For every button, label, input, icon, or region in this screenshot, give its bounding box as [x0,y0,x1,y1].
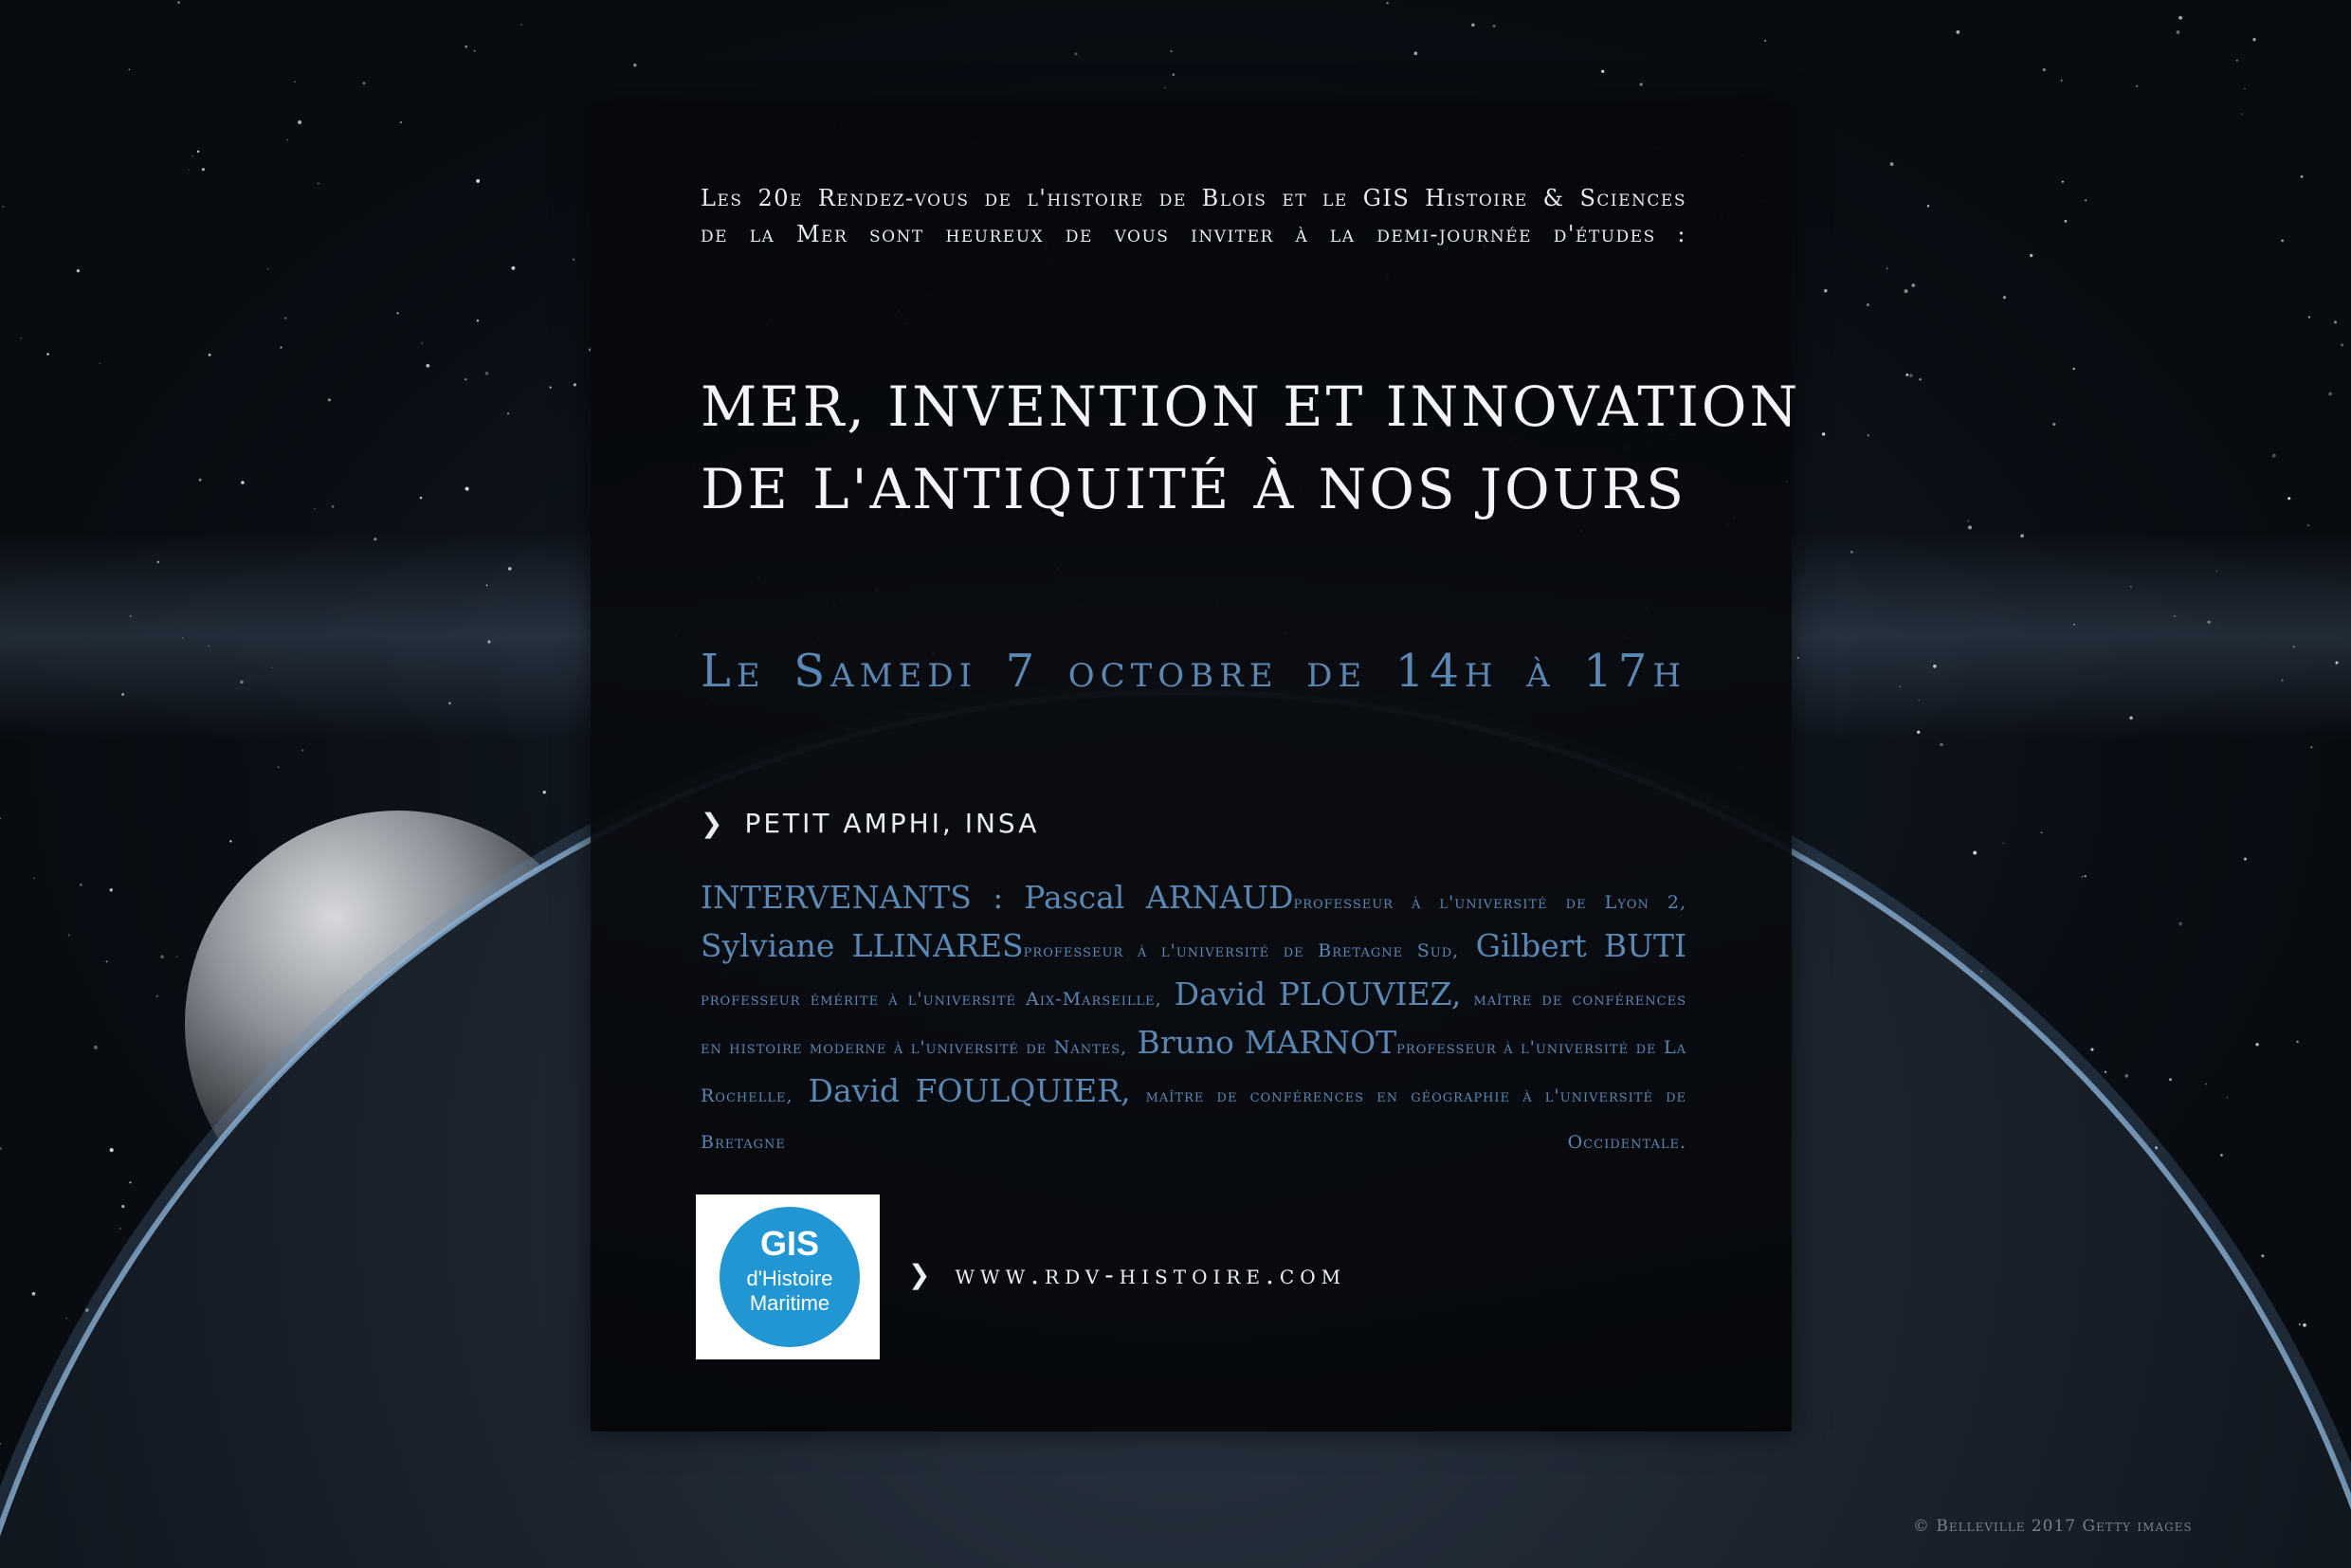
event-date: Le Samedi 7 octobre de 14h à 17h [701,645,1686,698]
star [2052,423,2055,426]
speaker-name: David PLOUVIEZ, [1174,975,1462,1012]
star [278,767,279,768]
star [1957,30,1960,34]
star [1386,2,1388,4]
intro-text [701,180,1686,252]
event-title-line-1: MER, INVENTION ET INNOVATION [701,374,1801,439]
star [2299,1323,2301,1325]
star [177,1,180,4]
star [1940,743,1943,747]
star [121,693,124,696]
star [2272,454,2276,458]
star [1164,87,1165,88]
star [485,372,488,374]
star [2177,30,2180,34]
star [2281,239,2284,242]
star [182,637,184,639]
star [241,481,245,484]
logo-line-1: GIS [759,1224,820,1263]
star [465,487,469,491]
star [1601,70,1604,73]
star [314,508,315,509]
chevron-right-icon: ❯ [701,808,726,839]
star [550,386,552,388]
star [487,640,490,643]
star [2244,858,2247,861]
star [2130,586,2132,588]
star [1173,74,1176,77]
star [199,479,202,482]
venue [701,808,1039,839]
star [476,179,480,183]
gis-logo [696,1194,880,1359]
chevron-right-icon: ❯ [908,1259,937,1290]
star [2085,875,2087,877]
star [363,82,366,85]
star [2308,317,2310,319]
star [68,934,70,936]
star [1171,50,1173,52]
star [574,383,576,386]
star [130,615,131,616]
star [1867,303,1869,306]
star [633,64,637,67]
logo-line-3: Maritime [749,1291,830,1315]
star [271,667,272,668]
event-title-line-2: DE L'ANTIQUITÉ À NOS JOURS [701,457,1686,521]
star [2281,679,2283,681]
star [2334,320,2337,323]
speaker-role: professeur à l'université de Lyon 2, [1293,892,1686,913]
star [1493,25,1496,27]
star [2178,922,2182,926]
speaker-name: Pascal ARNAUD [1024,879,1294,916]
star [2105,1071,2106,1073]
star [1904,289,1908,293]
star [129,1181,131,1183]
star [421,342,423,344]
star [2,206,4,208]
star [1413,52,1417,56]
gis-logo-badge [696,1194,880,1359]
star [2301,175,2304,178]
star [1911,283,1915,287]
star [2205,1084,2207,1085]
star [520,24,521,25]
star [397,312,399,314]
star [2261,1254,2264,1257]
star [2328,392,2332,396]
star [2287,497,2290,500]
intro-line-2: de la Mer sont heureux de vous inviter à la demi-journée d'études : [701,221,1686,247]
star [2178,16,2182,20]
star [1640,83,1643,86]
star [2307,524,2309,526]
invitation-panel [591,104,1801,1431]
website-link[interactable] [908,1259,1346,1290]
speaker-name: Bruno MARNOT [1137,1024,1397,1061]
star [2124,1074,2128,1078]
star [1919,700,1921,702]
star [46,353,48,355]
star [176,956,178,957]
star [1471,24,1474,27]
star [465,46,467,48]
star [1919,378,1921,380]
star [1074,52,1077,55]
star [110,1148,114,1152]
star [160,955,164,958]
star [1822,432,1825,435]
star [465,378,466,380]
star [229,840,231,842]
star [2082,876,2084,878]
star [33,878,34,879]
star [374,538,376,540]
logo-line-2: d'Histoire [746,1267,833,1290]
star [2136,85,2138,87]
star [448,702,451,704]
star [188,169,189,170]
star [2062,181,2064,183]
star [1797,657,1799,659]
star [328,398,331,401]
star [129,69,130,70]
speaker-name: David FOULQUIER, [808,1072,1131,1109]
star [80,884,82,886]
star [426,364,429,368]
star [2169,1078,2172,1081]
star [2043,68,2046,71]
star [2085,199,2087,201]
star [119,1228,121,1230]
star [32,1292,36,1296]
star [191,155,192,156]
star [2065,220,2068,223]
star [197,151,199,153]
star [280,346,282,348]
star [1927,205,1930,208]
star [2241,113,2243,115]
star [332,505,335,508]
star [2244,88,2245,89]
venue-text: PETIT AMPHI, INSA [744,808,1040,839]
star [1933,665,1937,668]
star [2061,80,2063,82]
speaker-role: professeur à l'université de Bretagne Sud, [1023,940,1460,961]
star [573,259,574,261]
star [318,182,319,184]
star [1868,434,1869,436]
star [100,363,101,365]
star [1967,520,1969,522]
star [1886,267,1887,268]
star [157,561,160,564]
star [1905,374,1908,376]
star [301,749,304,752]
star [2335,661,2338,664]
star [2252,38,2255,41]
star [507,412,509,414]
star [2073,624,2075,626]
star [1900,686,1901,687]
star [508,567,512,571]
star [1850,551,1853,554]
star [1890,162,1894,166]
star [240,681,243,684]
star [94,1046,98,1049]
star [1764,40,1766,42]
star [2310,746,2312,748]
speaker-role: maître de conférences en géographie à l'université de Bretagne Occidentale. [701,1085,1687,1153]
star [77,269,80,272]
star [209,354,211,356]
website-url[interactable]: www.rdv-histoire.com [955,1259,1347,1290]
star [2296,1041,2298,1043]
star [209,646,210,647]
star [420,497,423,500]
star [1824,289,1827,292]
star [298,120,301,124]
star [2072,368,2074,370]
star [2090,1048,2093,1051]
star [284,317,286,319]
star [267,268,269,270]
star [65,1318,67,1320]
speaker-name: Sylviane LLINARES [701,927,1024,964]
star [2341,343,2343,346]
image-credit: © Belleville 2017 Getty images [1913,1517,2193,1536]
star [202,168,205,171]
star [477,319,479,321]
star [2003,296,2006,299]
star [2020,534,2024,538]
star [106,960,108,962]
speaker-role: professeur à l'université de La Rochelle, [701,1037,1686,1106]
star [2236,60,2238,62]
intro-line-1: Les 20e Rendez-vous de l'histoire de Blois et le GIS Histoire & Sciences [701,185,1686,211]
star [543,791,546,793]
star [400,121,402,123]
star [1973,851,1977,855]
star [2293,646,2296,648]
star [486,585,488,587]
star [1917,731,1920,734]
star [2174,615,2176,617]
speaker-role: maître de conférences en histoire moderne à l'université de Nantes, [701,989,1686,1058]
speaker-name: Gilbert BUTI [1475,927,1687,964]
star [156,995,158,997]
star [1968,525,1972,529]
star [110,888,113,891]
star [2208,621,2211,624]
star [474,50,476,52]
star [2220,1154,2223,1157]
speaker-role: professeur émérite à l'université Aix-Marseille, [701,989,1162,1010]
star [21,337,22,338]
speakers-label: INTERVENANTS : [701,879,1004,916]
star [121,1205,124,1208]
star [286,139,287,140]
speakers-list [701,876,1686,1164]
star [2129,716,2133,720]
star [511,266,515,270]
star [2303,1323,2306,1327]
star [1909,374,1913,377]
star [2227,1097,2229,1099]
star [2030,254,2033,258]
star [2216,571,2217,572]
star [2003,843,2004,844]
star [2041,831,2043,833]
star [2255,1043,2258,1046]
